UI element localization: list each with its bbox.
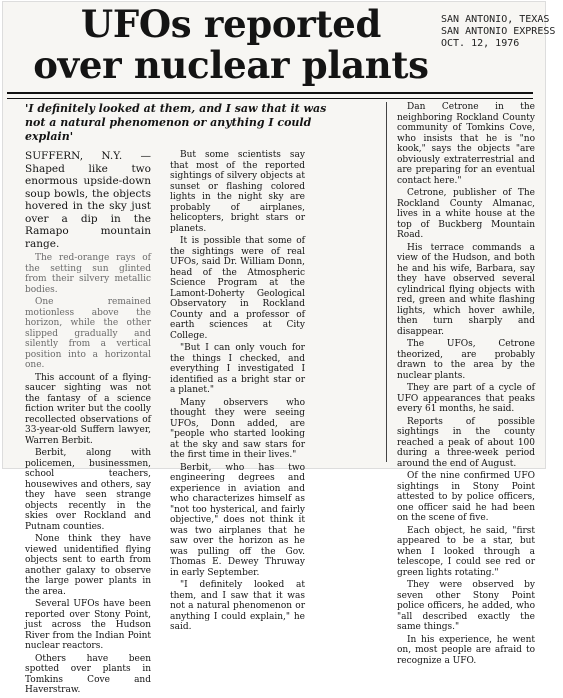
paragraph: "I definitely looked at them, and I saw that it was not a natural phenomenon or anything I could explain," he said. — [170, 580, 305, 632]
paragraph: They were observed by seven other Stony Point police officers, he added, who "all described exactly the same things." — [397, 580, 535, 632]
column-divider — [386, 102, 387, 462]
paragraph: One remained motionless above the horizon, while the other slipped gradually and silently from a vertical position into a horizontal one. — [25, 297, 151, 370]
headline-line-2: over nuclear plants — [33, 43, 429, 87]
paragraph: This account of a flying-saucer sighting was not the fantasy of a science fiction writer but the coolly recollected observations of 33-year-old Suffern lawyer, Warren Berbit. — [25, 372, 151, 446]
paragraph: They are part of a cycle of UFO appearances that peaks every 61 months, he said. — [397, 383, 535, 414]
paragraph: Several UFOs have been reported over Stony Point, just across the Hudson River from the Indian Point nuclear reactors. — [25, 599, 151, 651]
column-3 — [397, 102, 535, 668]
paragraph: In his experience, he went on, most people are afraid to recognize a UFO. — [397, 634, 535, 666]
paragraph: None think they have viewed unidentified flying objects sent to earth from another galaxy to observe the large power plants in the area. — [25, 534, 151, 597]
paragraph: Others have been spotted over plants in Tomkins Cove and Haverstraw. — [25, 653, 151, 695]
paragraph: It is possible that some of the sightings were of real UFOs, said Dr. William Donn, head of the Atmospheric Science Program at the Lamont-Doherty Geological Observatory in Rockland County and a professor of earth sciences at City College. — [170, 236, 305, 341]
paragraph: Reports of possible sightings in the county reached a peak of about 100 during a three-week period around the end of August. — [397, 416, 535, 469]
paragraph: Of the nine confirmed UFO sightings in Stony Point attested to by police officers, one officer said he had been on the scene of five. — [397, 471, 535, 523]
paragraph: Berbit, who has two engineering degrees and experience in aviation and who characterizes himself as "not too hysterical, and fairly objective," does not think it was two airplanes that he saw over the horizon as he was pulling off the Gov. Thomas E. Dewey Thruway in early September. — [170, 462, 305, 578]
paragraph: Berbit, along with policemen, businessmen, school teachers, housewives and others, say they have seen strange objects recently in the skies over Rockland and Putnam counties. — [25, 448, 151, 532]
paragraph: But some scientists say that most of the reported sightings of silvery objects at sunset or flashing colored lights in the night sky are probably of airplanes, helicopters, bright stars or planets. — [170, 150, 305, 234]
headline-rule-thin — [7, 98, 533, 99]
column-1 — [25, 150, 151, 698]
deck-quote: 'I definitely looked at them, and I saw that it was not a natural phenomenon or anything I could explain' — [25, 102, 327, 143]
paragraph: Cetrone, publisher of The Rockland County Almanac, lives in a white house at the top of Buckberg Mountain Road. — [397, 188, 535, 240]
stamp-city: SAN ANTONIO, TEXAS — [441, 14, 550, 25]
column-2 — [170, 150, 305, 635]
paragraph: Each object, he said, "first appeared to be a star, but when I looked through a telescope, I could see red or green lights rotating." — [397, 525, 535, 578]
paragraph: "But I can only vouch for the things I checked, and everything I investigated I identified as a bright star or a planet." — [170, 343, 305, 395]
paragraph: Many observers who thought they were seeing UFOs, Donn added, are "people who started looking at the sky and saw stars for the first time in their lives." — [170, 397, 305, 460]
paragraph: His terrace commands a view of the Hudson, and both he and his wife, Barbara, say they have observed several cylindrical flying objects with red, green and white flashing lights, which hover awhile, then turn sharply and disappear. — [397, 242, 535, 337]
stamp-date: OCT. 12, 1976 — [441, 38, 520, 49]
headline-rule-thick — [7, 92, 533, 94]
paragraph: SUFFERN, N.Y. — Shaped like two enormous upside-down soup bowls, the objects hovered in the sky just over a dip in the Ramapo mountain range. — [25, 150, 151, 250]
newspaper-clipping — [3, 2, 556, 695]
paragraph: The red-orange rays of the setting sun glinted from their silvery metallic bodies. — [25, 253, 151, 295]
stamp-paper: SAN ANTONIO EXPRESS — [441, 26, 556, 37]
paragraph: The UFOs, Cetrone theorized, are probably drawn to the area by the nuclear plants. — [397, 339, 535, 381]
source-stamp — [441, 14, 556, 50]
headline-line-1: UFOs reported — [80, 2, 382, 46]
headline — [21, 4, 441, 86]
paragraph: Dan Cetrone in the neighboring Rockland County community of Tomkins Cove, who insists that he is "no kook," says the objects "are obviously extraterrestrial and are preparing for an eventual contact here." — [397, 102, 535, 186]
